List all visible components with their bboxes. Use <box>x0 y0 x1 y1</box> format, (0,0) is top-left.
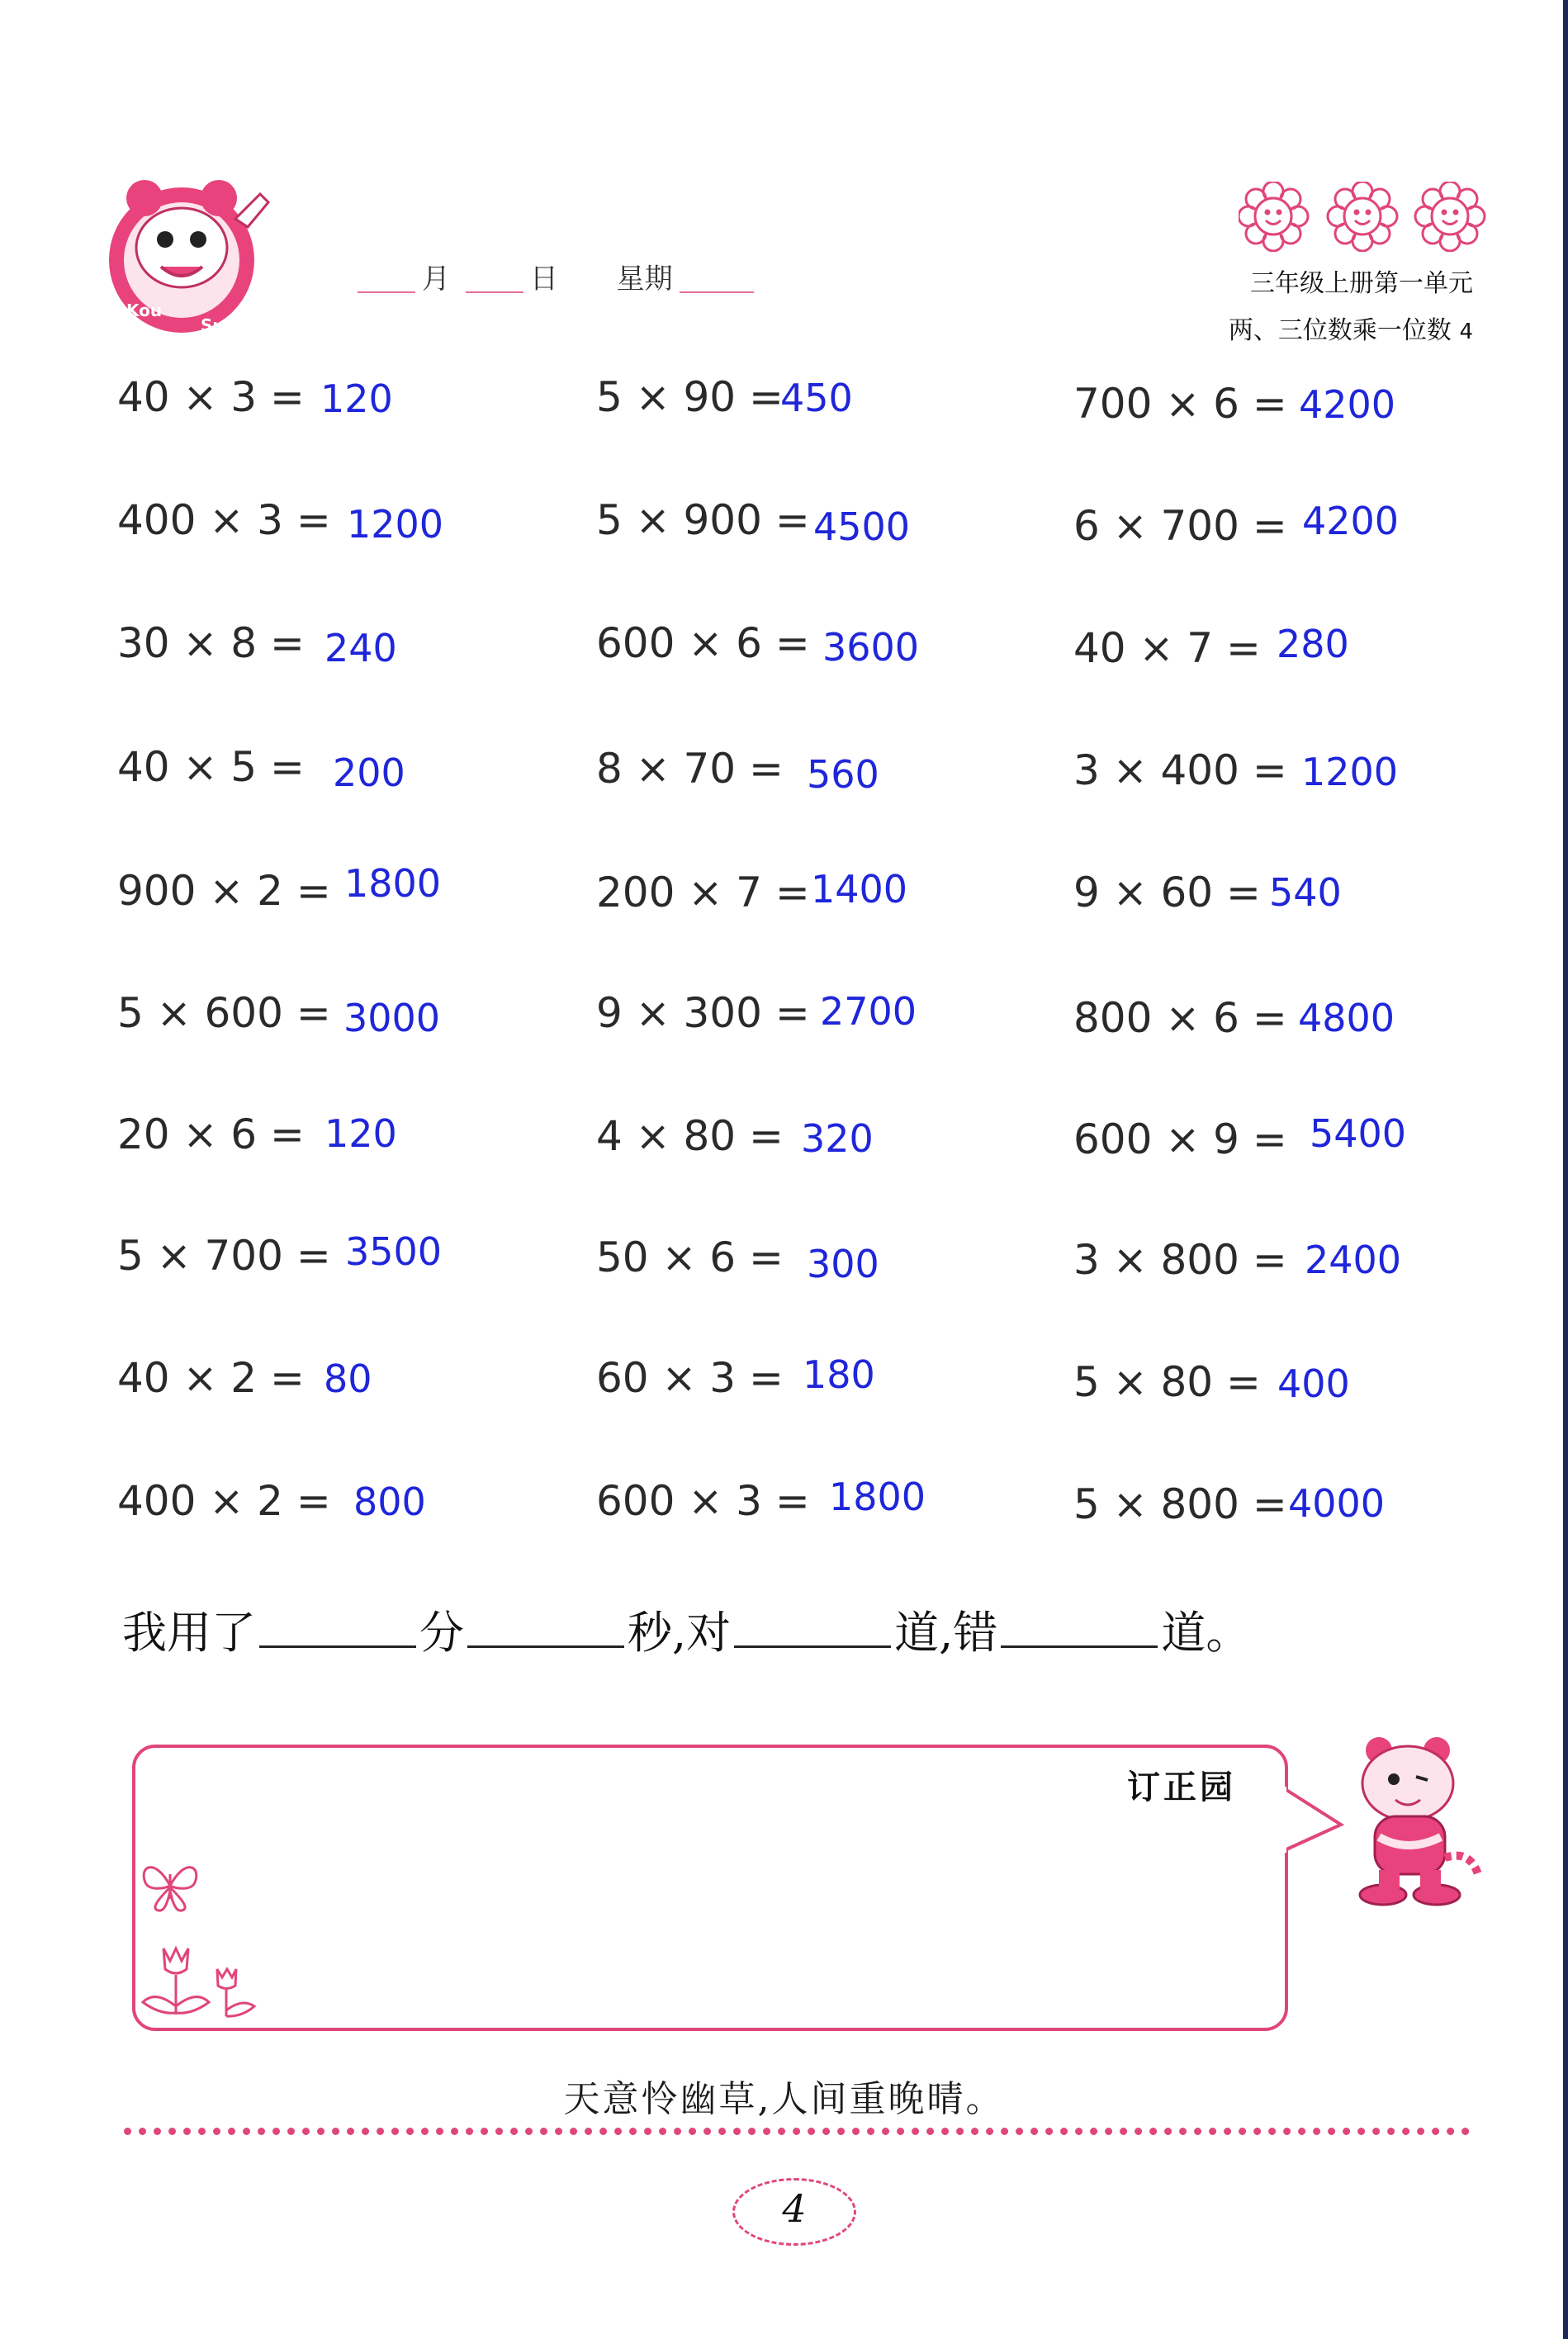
date-line <box>351 256 760 296</box>
kousuan-tiger-logo <box>103 169 285 343</box>
problem-question: 800 × 6 = <box>1073 994 1287 1042</box>
unit-title: 三年级上册第一单元 <box>1250 269 1473 298</box>
problem-question: 400 × 2 = <box>117 1477 331 1525</box>
problem-question: 5 × 80 = <box>1073 1358 1261 1406</box>
problem-question: 40 × 5 = <box>117 743 305 791</box>
problem-answer[interactable]: 450 <box>780 376 853 420</box>
minutes-blank[interactable] <box>259 1637 416 1648</box>
month-blank[interactable] <box>358 291 415 293</box>
problem-question: 40 × 3 = <box>117 373 305 421</box>
problem-answer[interactable]: 120 <box>324 1111 397 1156</box>
problem-answer[interactable]: 4000 <box>1288 1481 1386 1526</box>
summary-minutes-label: 分 <box>419 1607 464 1659</box>
problem-answer[interactable]: 1800 <box>344 861 442 906</box>
problem-answer[interactable]: 540 <box>1269 870 1342 915</box>
unit-subtitle-text: 两、三位数乘一位数 <box>1228 316 1452 345</box>
problem-question: 3 × 400 = <box>1073 746 1287 794</box>
problem-question: 60 × 3 = <box>596 1354 784 1402</box>
problem-answer[interactable]: 5400 <box>1310 1111 1407 1156</box>
problem-answer[interactable]: 800 <box>353 1480 426 1524</box>
problem-answer[interactable]: 4200 <box>1299 382 1396 427</box>
problem-question: 30 × 8 = <box>117 619 305 667</box>
problem-question: 20 × 6 = <box>117 1110 305 1158</box>
butterfly-icon <box>139 1858 201 1914</box>
problem-answer[interactable]: 280 <box>1277 622 1349 666</box>
unit-subtitle <box>1229 310 1473 346</box>
problem-question: 900 × 2 = <box>117 867 331 915</box>
problem-answer[interactable]: 4200 <box>1302 499 1400 543</box>
problem-answer[interactable]: 2700 <box>820 989 917 1034</box>
problem-answer[interactable]: 560 <box>807 752 879 797</box>
problem-question: 3 × 800 = <box>1073 1236 1287 1284</box>
problem-answer[interactable]: 120 <box>320 376 393 421</box>
month-label: 月 <box>422 263 450 296</box>
problem-answer[interactable]: 300 <box>807 1242 879 1286</box>
weekday-label: 星期 <box>616 263 673 296</box>
summary-wrong-label: 道,错 <box>894 1607 998 1659</box>
problem-answer[interactable]: 3000 <box>343 996 441 1040</box>
problem-answer[interactable]: 4800 <box>1298 996 1395 1040</box>
page-edge <box>1563 0 1568 2339</box>
dotted-divider <box>124 2128 1470 2135</box>
problem-question: 9 × 300 = <box>596 989 810 1037</box>
seconds-blank[interactable] <box>467 1637 624 1648</box>
problem-answer[interactable]: 1200 <box>1301 750 1399 794</box>
problem-answer[interactable]: 320 <box>801 1116 874 1161</box>
correction-title: 订正园 <box>1127 1768 1236 1806</box>
problem-answer[interactable]: 180 <box>803 1352 875 1397</box>
logo-text-right: Suan <box>201 315 248 335</box>
problem-answer[interactable]: 3500 <box>345 1229 443 1274</box>
smiley-flowers-icon <box>1239 182 1486 252</box>
weekday-blank[interactable] <box>680 291 754 293</box>
correction-box[interactable] <box>132 1745 1288 2031</box>
problem-question: 8 × 70 = <box>596 745 784 793</box>
problem-answer[interactable]: 2400 <box>1305 1238 1402 1282</box>
wrong-count-blank[interactable] <box>1001 1637 1158 1648</box>
problem-question: 600 × 6 = <box>596 619 810 667</box>
problem-answer[interactable]: 1400 <box>811 867 908 911</box>
problem-question: 400 × 3 = <box>117 496 331 544</box>
problem-question: 9 × 60 = <box>1073 869 1261 916</box>
problem-question: 40 × 7 = <box>1073 624 1261 672</box>
problem-question: 600 × 9 = <box>1073 1115 1287 1163</box>
proverb-line: 天意怜幽草,人间重晚晴。 <box>563 2078 1005 2120</box>
problem-answer[interactable]: 80 <box>324 1357 372 1401</box>
tiger-mascot-icon <box>1338 1734 1486 1911</box>
problem-question: 200 × 7 = <box>596 869 810 916</box>
problem-question: 6 × 700 = <box>1073 502 1287 550</box>
time-score-summary <box>122 1598 1250 1661</box>
correct-count-blank[interactable] <box>734 1637 891 1648</box>
problem-answer[interactable]: 240 <box>324 626 397 670</box>
day-blank[interactable] <box>466 291 523 293</box>
summary-correct-label: 秒,对 <box>628 1607 732 1659</box>
problem-answer[interactable]: 1800 <box>829 1475 926 1519</box>
problem-question: 5 × 900 = <box>596 496 810 544</box>
problem-answer[interactable]: 3600 <box>822 625 920 670</box>
problem-question: 700 × 6 = <box>1073 380 1287 428</box>
problem-answer[interactable]: 4500 <box>813 504 911 549</box>
problem-question: 5 × 600 = <box>117 989 331 1037</box>
problem-answer[interactable]: 400 <box>1277 1361 1350 1406</box>
problem-question: 40 × 2 = <box>117 1354 305 1402</box>
problem-question: 4 × 80 = <box>596 1112 784 1160</box>
tulip-flowers-icon <box>139 1940 263 2023</box>
summary-end-label: 道。 <box>1161 1607 1251 1659</box>
problem-question: 5 × 700 = <box>117 1232 331 1280</box>
problem-answer[interactable]: 200 <box>333 750 405 795</box>
problem-answer[interactable]: 1200 <box>347 502 444 547</box>
unit-page-number: 4 <box>1459 320 1473 344</box>
day-label: 日 <box>529 263 558 296</box>
page-number: 4 <box>782 2186 807 2231</box>
summary-used-label: 我用了 <box>122 1607 256 1659</box>
problem-question: 5 × 800 = <box>1073 1480 1287 1528</box>
problem-question: 50 × 6 = <box>596 1233 784 1281</box>
problem-question: 5 × 90 = <box>596 373 784 421</box>
logo-text-left: Kou <box>126 301 163 320</box>
problem-question: 600 × 3 = <box>596 1477 810 1525</box>
